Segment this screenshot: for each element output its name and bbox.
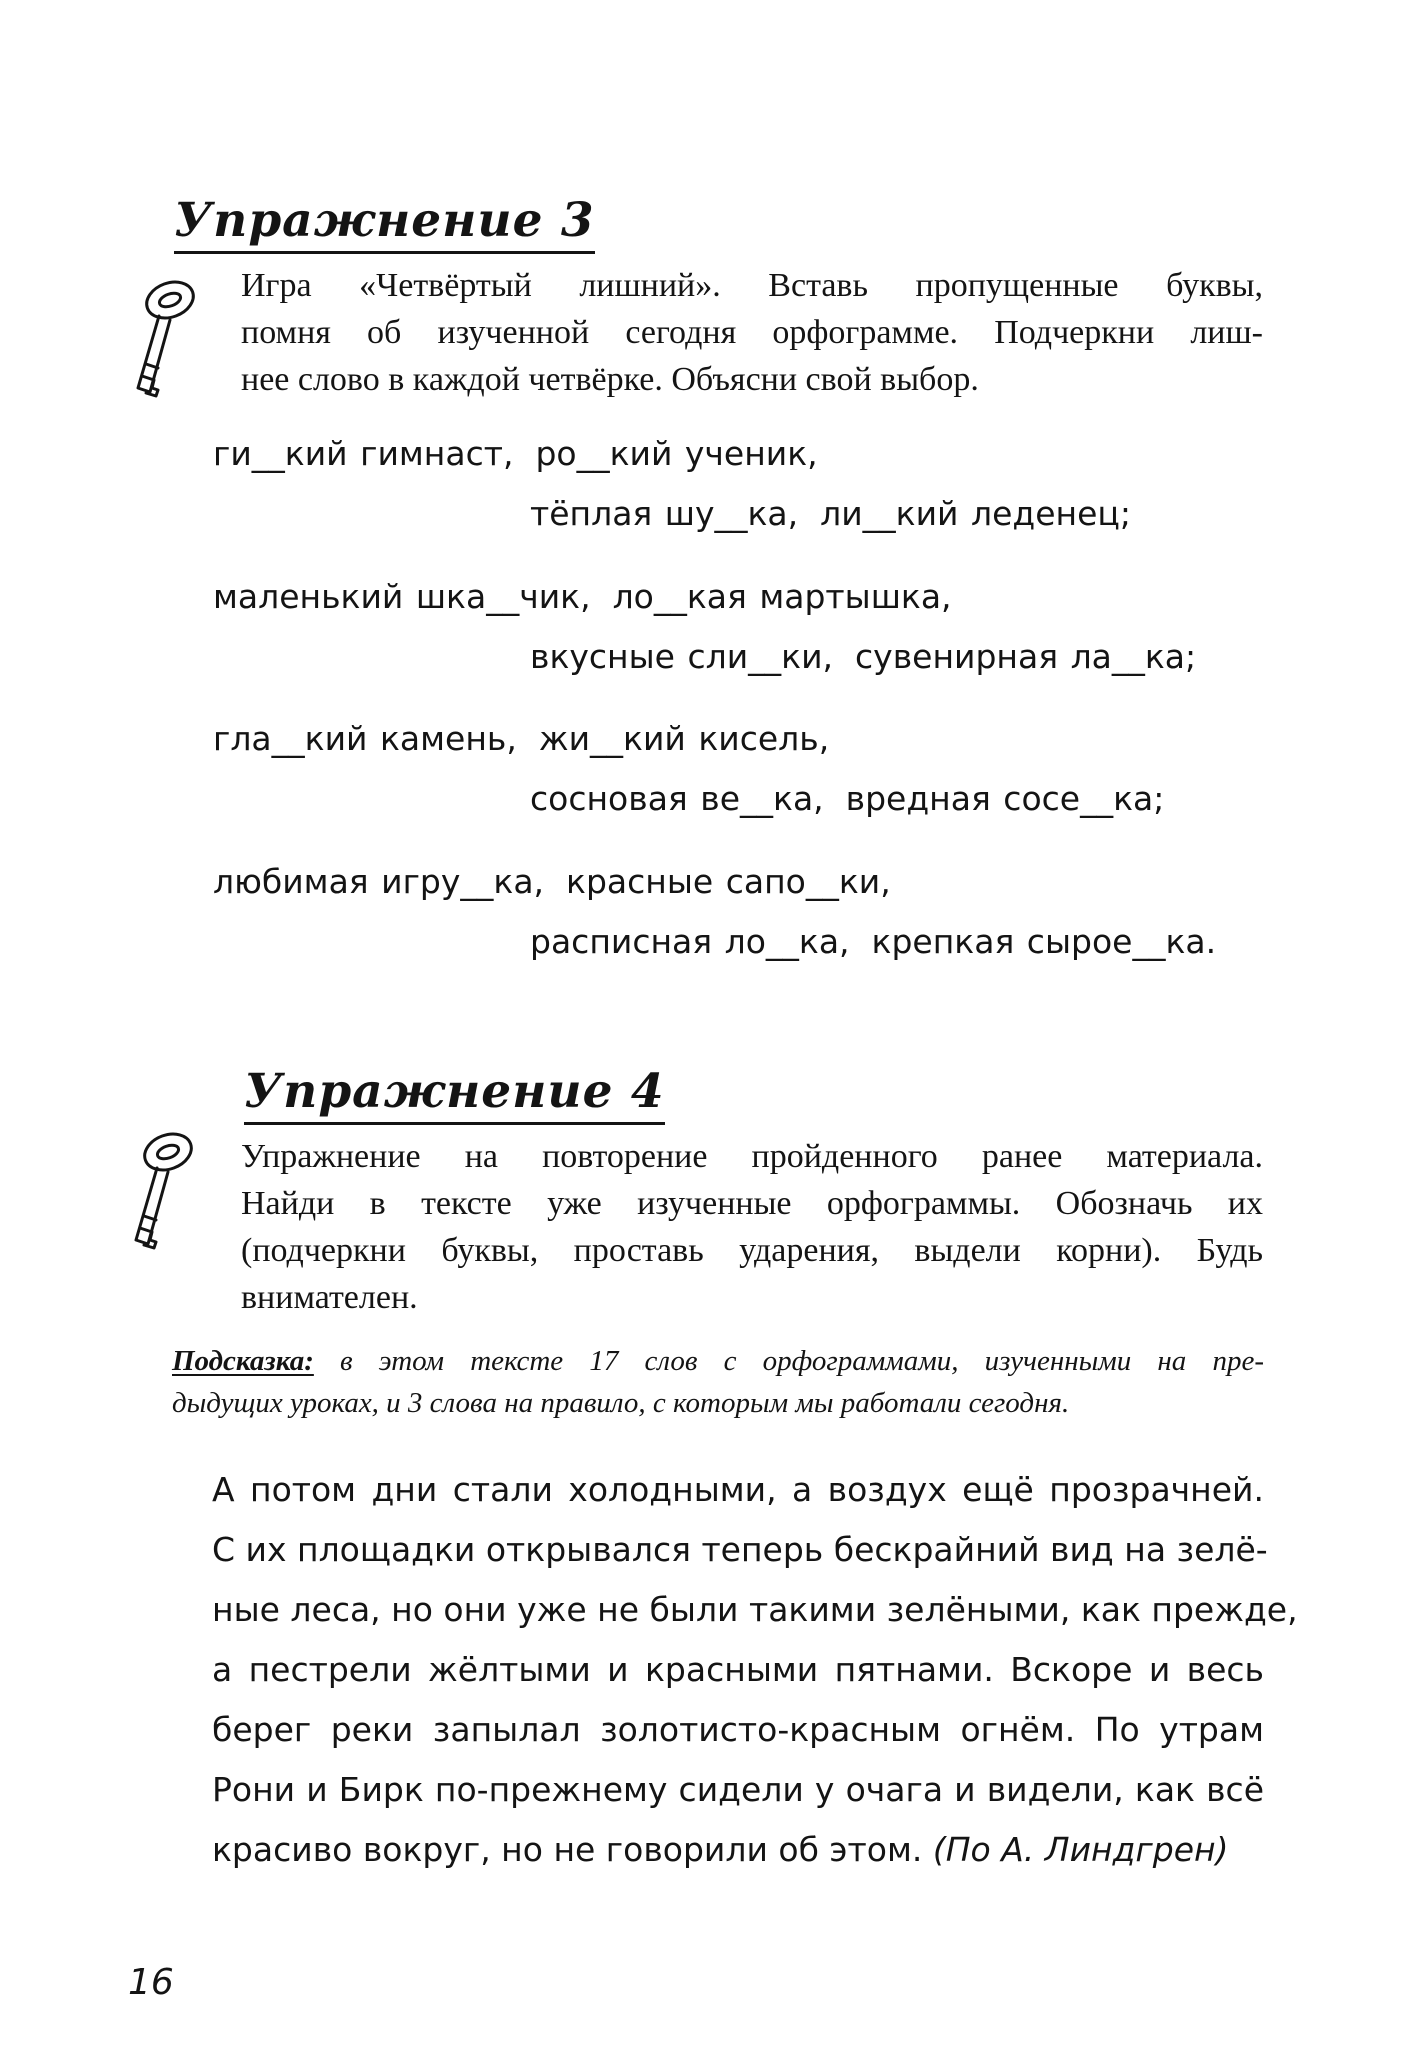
- instruction-line: внимателен.: [241, 1279, 418, 1316]
- word-phrase: ро__кий ученик,: [535, 434, 818, 473]
- exercise-3-instruction: [241, 262, 1263, 403]
- instruction-line: помня об изученной сегодня орфограмме. Подчеркни лиш-: [241, 314, 1263, 351]
- text-line: берег реки запылал золотисто-красным огнём. По утрам: [212, 1710, 1264, 1749]
- hint-label: Подсказка:: [172, 1345, 314, 1377]
- word-row: [530, 494, 1131, 533]
- word-phrase: гла__кий камень,: [213, 719, 517, 758]
- hint-block: [172, 1340, 1264, 1424]
- text-author: (По А. Линдгрен): [932, 1830, 1229, 1869]
- instruction-line: (подчеркни буквы, проставь ударения, выдели корни). Будь: [241, 1232, 1263, 1269]
- text-line: [212, 1820, 1264, 1880]
- instruction-line: нее слово в каждой четвёрке. Объясни свой выбор.: [241, 361, 979, 398]
- reading-text: [212, 1460, 1298, 1880]
- instruction-line: Игра «Четвёртый лишний». Вставь пропущенные буквы,: [241, 267, 1263, 304]
- word-phrase: сосновая ве__ка,: [530, 779, 824, 818]
- exercise-3-title: Упражнение 3: [174, 195, 595, 254]
- key-icon: [126, 1128, 206, 1258]
- word-row: [530, 779, 1164, 818]
- text-line: С их площадки открывался теперь бескрайний вид на зелё-: [212, 1530, 1268, 1569]
- word-row: [530, 922, 1216, 961]
- hint-text: в этом тексте 17 слов с орфограммами, изученными на пре-: [340, 1345, 1265, 1377]
- hint-line: дыдущих уроках, и 3 слова на правило, с которым мы работали сегодня.: [172, 1387, 1070, 1419]
- word-phrase: красные сапо__ки,: [566, 862, 891, 901]
- word-phrase: ло__кая мартышка,: [612, 577, 952, 616]
- exercise-4-title: Упражнение 4: [244, 1066, 665, 1125]
- word-phrase: сувенирная ла__ка;: [855, 637, 1197, 676]
- word-phrase: вредная сосе__ка;: [845, 779, 1165, 818]
- text-line: ные леса, но они уже не были такими зелёными, как прежде,: [212, 1590, 1298, 1629]
- page-number: 16: [128, 1962, 174, 2003]
- word-row: [213, 862, 891, 901]
- hint-line: [172, 1340, 1264, 1382]
- text-line: А потом дни стали холодными, а воздух ещё прозрачней.: [212, 1470, 1264, 1509]
- word-phrase: любимая игру__ка,: [213, 862, 545, 901]
- word-phrase: тёплая шу__ка,: [530, 494, 799, 533]
- text-line: а пестрели жёлтыми и красными пятнами. Вскоре и весь: [212, 1650, 1264, 1689]
- text-line: Рони и Бирк по-прежнему сидели у очага и видели, как всё: [212, 1770, 1264, 1809]
- instruction-line: Найди в тексте уже изученные орфограммы. Обозначь их: [241, 1185, 1263, 1222]
- text-line-end: красиво вокруг, но не говорили об этом.: [212, 1830, 923, 1869]
- word-phrase: крепкая сырое__ка.: [871, 922, 1217, 961]
- word-phrase: ги__кий гимнаст,: [213, 434, 514, 473]
- exercise-4-instruction: [241, 1133, 1263, 1321]
- key-icon: [128, 276, 208, 406]
- word-row: [530, 637, 1196, 676]
- word-phrase: маленький шка__чик,: [213, 577, 591, 616]
- word-row: [213, 719, 829, 758]
- word-phrase: расписная ло__ка,: [530, 922, 850, 961]
- instruction-line: Упражнение на повторение пройденного ранее материала.: [241, 1138, 1263, 1175]
- word-row: [213, 434, 818, 473]
- word-row: [213, 577, 952, 616]
- word-phrase: ли__кий леденец;: [820, 494, 1131, 533]
- word-phrase: жи__кий кисель,: [538, 719, 830, 758]
- word-phrase: вкусные сли__ки,: [530, 637, 834, 676]
